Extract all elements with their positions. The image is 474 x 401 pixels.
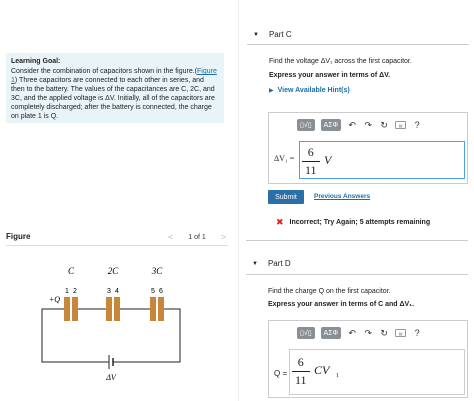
undo-icon[interactable]: ↶ bbox=[348, 327, 356, 338]
charge-label: +Q bbox=[48, 295, 60, 304]
answer-variable: V bbox=[324, 153, 332, 167]
answer-fraction bbox=[302, 145, 320, 178]
capacitor-plate-1 bbox=[64, 297, 70, 321]
part-d-answer-area bbox=[268, 320, 468, 398]
part-c-question: Find the voltage ΔV₁ across the first capacitor. bbox=[269, 58, 412, 65]
learning-goal-text-1: Consider the combination of capacitors shown in the figure.( bbox=[11, 68, 197, 75]
capacitor-plate-4 bbox=[114, 297, 120, 321]
plate-number-4: 4 bbox=[115, 288, 119, 295]
answer-variable: CV bbox=[314, 363, 330, 377]
previous-answers-link[interactable]: Previous Answers bbox=[314, 193, 371, 200]
part-c-answer-input[interactable] bbox=[299, 141, 465, 179]
templates-button[interactable]: ▯√▯ bbox=[297, 119, 315, 131]
fraction-denominator: 11 bbox=[305, 163, 317, 177]
battery-label: ΔV bbox=[106, 373, 116, 382]
pager-prev-button[interactable]: < bbox=[168, 232, 174, 242]
figure-pager bbox=[168, 231, 226, 243]
plate-number-1: 1 bbox=[65, 288, 69, 295]
capacitor-plate-6 bbox=[158, 297, 164, 321]
learning-goal-text-2: ) Three capacitors are connected to each other in series, and then to the battery. The values of the capacitances are C, 2C, and 3C, and the applied voltage is ΔV. Initially, all of the capacitors are completely discharged; after the battery is connected, the charge on plate 1 is Q. bbox=[11, 77, 215, 120]
incorrect-x-icon: ✖ bbox=[276, 216, 284, 227]
keyboard-icon[interactable]: ▤ bbox=[395, 329, 406, 337]
capacitor-plate-2 bbox=[72, 297, 78, 321]
reset-icon[interactable]: ↻ bbox=[380, 327, 388, 338]
fraction-numerator: 6 bbox=[307, 145, 314, 159]
math-toolbar bbox=[297, 118, 467, 132]
learning-goal-title: Learning Goal: bbox=[11, 58, 61, 65]
figure-label: Figure bbox=[6, 232, 31, 241]
fraction-denominator: 11 bbox=[295, 373, 307, 387]
divider bbox=[246, 240, 468, 241]
help-icon[interactable]: ? bbox=[414, 120, 420, 130]
part-d-answer-input[interactable] bbox=[289, 349, 465, 395]
part-d-instruction: Express your answer in terms of C and ΔV₁. bbox=[268, 301, 415, 308]
undo-icon[interactable]: ↶ bbox=[348, 119, 356, 130]
collapse-triangle-icon[interactable]: ▼ bbox=[253, 31, 259, 38]
part-d-question: Find the charge Q on the first capacitor. bbox=[268, 288, 391, 295]
pager-next-button[interactable]: > bbox=[220, 232, 226, 242]
answer-subscript: 1 bbox=[336, 373, 339, 379]
help-icon[interactable]: ? bbox=[414, 328, 420, 338]
feedback-text: Incorrect; Try Again; 5 attempts remaining bbox=[289, 218, 431, 226]
capacitor-plate-5 bbox=[150, 297, 156, 321]
answer-fraction bbox=[292, 355, 310, 388]
keyboard-icon[interactable]: ▤ bbox=[395, 121, 406, 129]
symbols-button[interactable]: ΑΣΦ bbox=[321, 119, 342, 131]
math-toolbar bbox=[297, 326, 467, 340]
submit-button[interactable]: Submit bbox=[268, 190, 304, 204]
caret-right-icon: ▶ bbox=[269, 88, 274, 94]
fraction-bar bbox=[302, 161, 320, 162]
learning-goal-box bbox=[6, 53, 224, 123]
part-d-title: Part D bbox=[267, 259, 291, 268]
reset-icon[interactable]: ↻ bbox=[380, 119, 388, 130]
figure-link[interactable]: Figure 1 bbox=[11, 68, 217, 84]
cap-label-2c: 2C bbox=[107, 266, 119, 276]
symbols-button[interactable]: ΑΣΦ bbox=[321, 327, 342, 339]
part-c-answer-lhs: ΔV₁ = bbox=[274, 154, 295, 163]
view-hints-label: View Available Hint(s) bbox=[277, 87, 350, 94]
redo-icon[interactable]: ↷ bbox=[364, 119, 372, 130]
fraction-bar bbox=[292, 371, 310, 372]
redo-icon[interactable]: ↷ bbox=[364, 327, 372, 338]
part-d-answer-lhs: Q = bbox=[274, 369, 288, 378]
cap-label-3c: 3C bbox=[151, 266, 163, 276]
capacitor-circuit-diagram bbox=[20, 262, 220, 387]
plate-number-6: 6 bbox=[159, 288, 163, 295]
part-c-answer-area bbox=[268, 112, 468, 184]
fraction-numerator: 6 bbox=[297, 355, 304, 369]
plate-number-2: 2 bbox=[73, 288, 77, 295]
divider bbox=[247, 44, 469, 45]
collapse-triangle-icon[interactable]: ▼ bbox=[252, 260, 258, 267]
capacitor-plate-3 bbox=[106, 297, 112, 321]
divider bbox=[246, 274, 468, 275]
feedback-message bbox=[268, 212, 470, 232]
pager-text: 1 of 1 bbox=[188, 233, 206, 241]
part-c-instruction: Express your answer in terms of ΔV. bbox=[269, 72, 391, 79]
part-c-title: Part C bbox=[268, 30, 292, 39]
templates-button[interactable]: ▯√▯ bbox=[297, 327, 315, 339]
view-hints-link[interactable] bbox=[269, 87, 350, 94]
plate-number-3: 3 bbox=[107, 288, 111, 295]
part-c-header[interactable] bbox=[253, 30, 292, 39]
divider bbox=[6, 245, 228, 246]
part-d-header[interactable] bbox=[252, 259, 291, 268]
plate-number-5: 5 bbox=[151, 288, 155, 295]
cap-label-c: C bbox=[67, 266, 75, 276]
